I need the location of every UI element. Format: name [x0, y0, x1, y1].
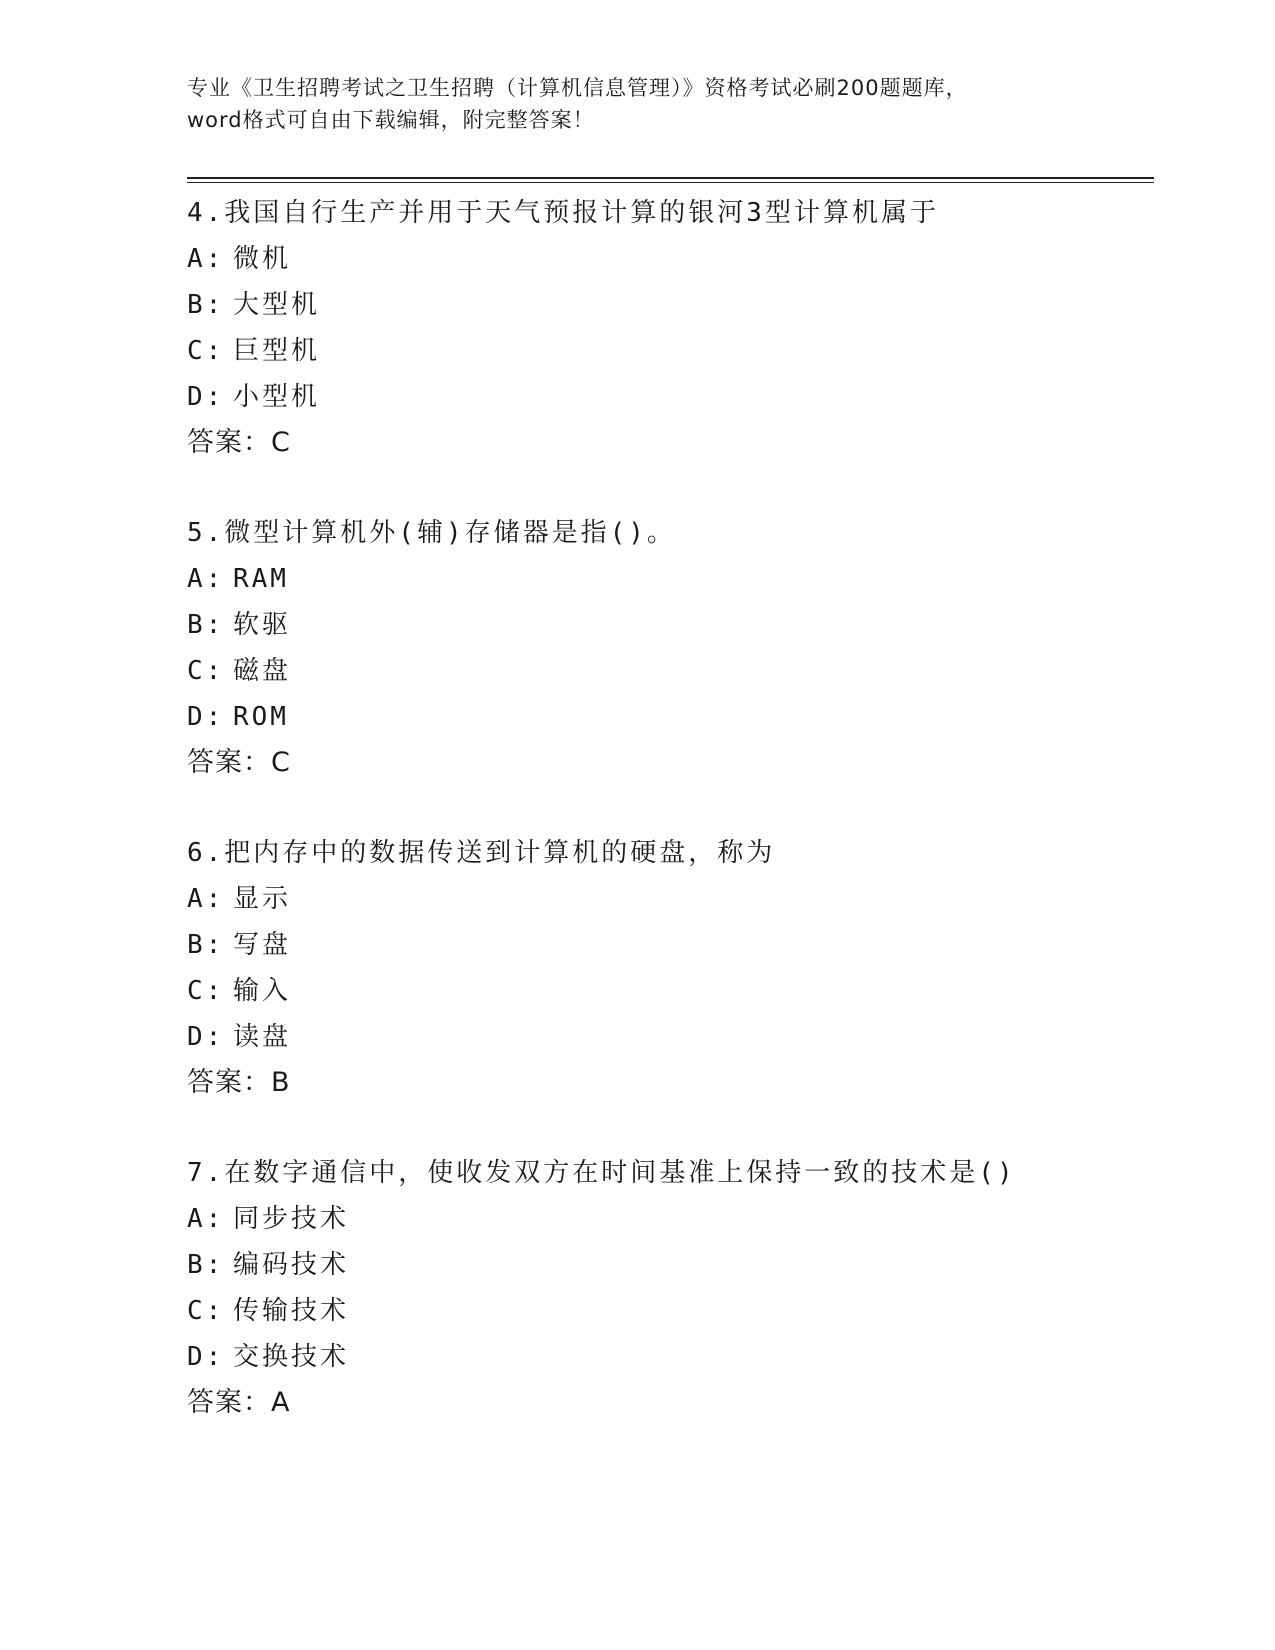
option-d [187, 1014, 1147, 1060]
option-value: 小型机 [233, 382, 321, 412]
document-header [187, 72, 1087, 136]
question-text: 4.我国自行生产并用于天气预报计算的银河3型计算机属于 [187, 198, 939, 228]
question-text: 6.把内存中的数据传送到计算机的硬盘，称为 [187, 838, 776, 868]
header-divider-thick [187, 177, 1154, 179]
option-a [187, 1196, 1147, 1242]
header-title-line-2: word格式可自由下载编辑，附完整答案！ [187, 108, 595, 132]
option-key: B: [187, 1250, 225, 1280]
option-value: 软驱 [233, 610, 292, 640]
option-value: 显示 [233, 884, 292, 914]
option-key: B: [187, 610, 225, 640]
question-6 [187, 830, 1147, 1106]
option-value: 写盘 [233, 930, 292, 960]
option-value: RAM [233, 564, 289, 594]
option-key: A: [187, 884, 225, 914]
question-7 [187, 1150, 1147, 1426]
answer-line: 答案：A [187, 1387, 291, 1418]
option-b [187, 922, 1147, 968]
spacer [187, 466, 1147, 510]
spacer [187, 786, 1147, 830]
option-b [187, 282, 1147, 328]
question-text: 7.在数字通信中，使收发双方在时间基准上保持一致的技术是() [187, 1158, 1016, 1188]
question-text: 5.微型计算机外(辅)存储器是指()。 [187, 518, 676, 548]
option-b [187, 1242, 1147, 1288]
option-a [187, 556, 1147, 602]
option-value: 交换技术 [233, 1342, 350, 1372]
option-d [187, 374, 1147, 420]
spacer [187, 1106, 1147, 1150]
option-value: 输入 [233, 976, 292, 1006]
option-value: 读盘 [233, 1022, 292, 1052]
answer-line: 答案：C [187, 427, 291, 458]
option-value: 微机 [233, 244, 292, 274]
option-c [187, 648, 1147, 694]
option-value: 传输技术 [233, 1296, 350, 1326]
option-c [187, 968, 1147, 1014]
option-b [187, 602, 1147, 648]
question-list [187, 190, 1147, 1426]
option-key: C: [187, 976, 225, 1006]
option-value: 同步技术 [233, 1204, 350, 1234]
option-value: 巨型机 [233, 336, 321, 366]
question-5 [187, 510, 1147, 786]
option-key: D: [187, 1342, 225, 1372]
header-title-line-1: 专业《卫生招聘考试之卫生招聘（计算机信息管理）》资格考试必刷200题题库， [187, 76, 968, 100]
option-key: A: [187, 1204, 225, 1234]
option-key: B: [187, 930, 225, 960]
option-d [187, 1334, 1147, 1380]
option-key: D: [187, 1022, 225, 1052]
option-key: A: [187, 564, 225, 594]
option-value: ROM [233, 702, 289, 732]
option-a [187, 236, 1147, 282]
option-key: D: [187, 382, 225, 412]
option-c [187, 328, 1147, 374]
option-value: 磁盘 [233, 656, 292, 686]
option-key: C: [187, 656, 225, 686]
answer-line: 答案：C [187, 747, 291, 778]
option-c [187, 1288, 1147, 1334]
option-key: B: [187, 290, 225, 320]
answer-line: 答案：B [187, 1067, 291, 1098]
option-value: 大型机 [233, 290, 321, 320]
option-a [187, 876, 1147, 922]
option-value: 编码技术 [233, 1250, 350, 1280]
option-key: C: [187, 336, 225, 366]
option-key: A: [187, 244, 225, 274]
question-4 [187, 190, 1147, 466]
option-key: C: [187, 1296, 225, 1326]
option-d [187, 694, 1147, 740]
option-key: D: [187, 702, 225, 732]
header-divider-thin [187, 182, 1154, 183]
